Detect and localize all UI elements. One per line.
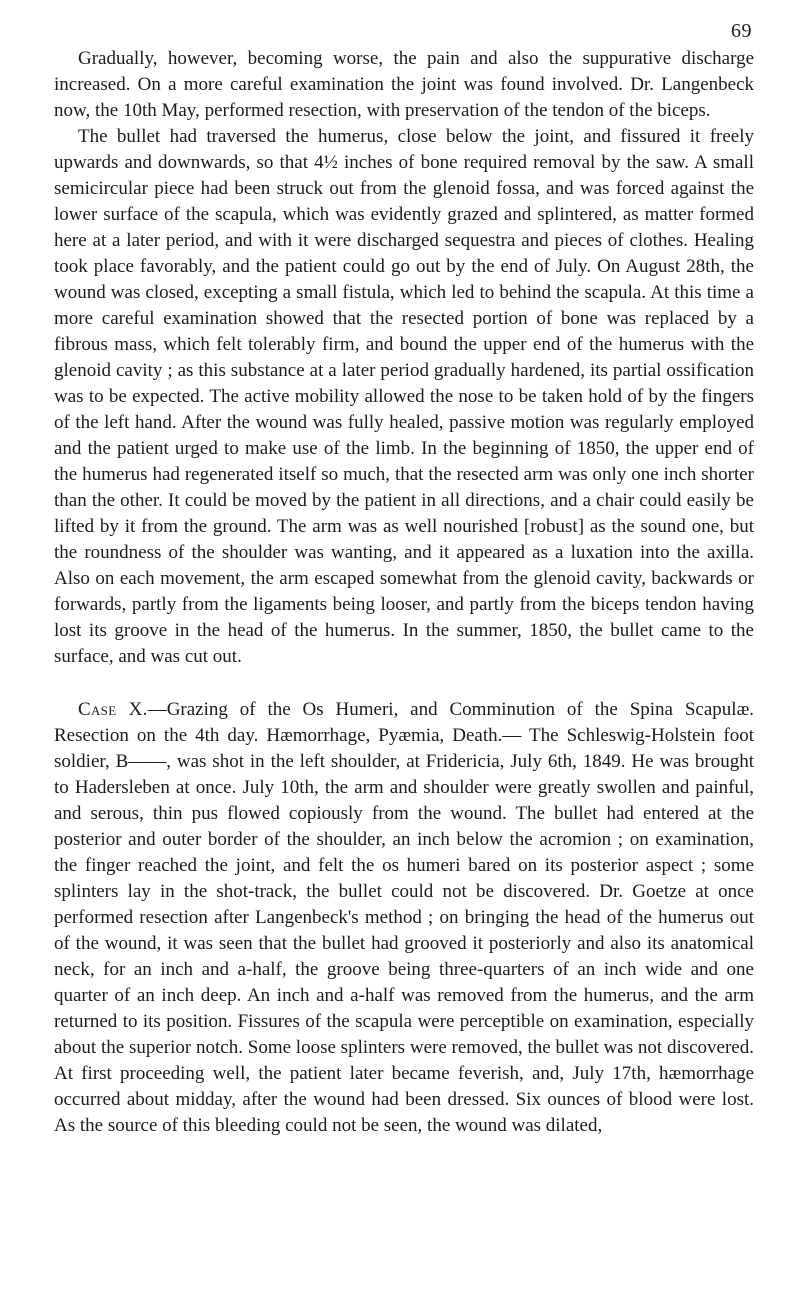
case-x-paragraph [54,697,754,1139]
paragraph-1: Gradually, however, becoming worse, the pain and also the suppurative discharge increased. On a more careful examination the joint was found involved. Dr. Langenbeck now, the 10th May, performed resection, with preservation of the tendon of the biceps. [54,48,754,121]
case-heading: Case X. [78,699,148,720]
page-number: 69 [731,20,752,42]
case-x-text: —Grazing of the Os Humeri, and Comminution of the Spina Scapulæ. Resection on the 4th day. Hæmorrhage, Pyæmia, Death.— The Schleswig-Holstein foot soldier, B——, was shot in the left shoulder, at Fridericia, July 6th, 1849. He was brought to Hadersleben at once. July 10th, the arm and shoulder were greatly swollen and painful, and serous, thin pus flowed copiously from the wound. The bullet had entered at the posterior and outer border of the shoulder, an inch below the acromion ; on examination, the finger reached the joint, and felt the os humeri bared on its posterior aspect ; some splinters lay in the shot-track, the bullet could not be discovered. Dr. Goetze at once performed resection after Langenbeck's method ; on bringing the head of the humerus out of the wound, it was seen that the bullet had grooved it posteriorly and also its anatomical neck, for an inch and a-half, the groove being three-quarters of an inch wide and one quarter of an inch deep. An inch and a-half was removed from the humerus, and the arm returned to its position. Fissures of the scapula were perceptible on examination, especially about the superior notch. Some loose splinters were removed, the bullet was not discovered. At first proceeding well, the patient later became feverish, and, July 17th, hæmorrhage occurred about midday, after the wound had been dressed. Six ounces of blood were lost. As the source of this bleeding could not be seen, the wound was dilated, [54,699,754,1136]
body-text [54,46,754,1139]
paragraph-2: The bullet had traversed the humerus, close below the joint, and fissured it freely upwards and downwards, so that 4½ inches of bone required removal by the saw. A small semicircular piece had been struck out from the glenoid fossa, and was forced against the lower surface of the scapula, which was evidently grazed and splintered, as matter formed here at a later period, and with it were discharged sequestra and pieces of clothes. Healing took place favorably, and the patient could go out by the end of July. On August 28th, the wound was closed, excepting a small fistula, which led to behind the scapula. At this time a more careful examination showed that the resected portion of bone was replaced by a fibrous mass, which felt tolerably firm, and bound the upper end of the humerus with the glenoid cavity ; as this substance at a later period gradually hardened, its partial ossification was to be expected. The active mobility allowed the nose to be taken hold of by the fingers of the left hand. After the wound was fully healed, passive motion was regularly employed and the patient urged to make use of the limb. In the beginning of 1850, the upper end of the humerus had regenerated itself so much, that the resected arm was only one inch shorter than the other. It could be moved by the patient in all directions, and a chair could easily be lifted by it from the ground. The arm was as well nourished [robust] as the sound one, but the roundness of the shoulder was wanting, and it appeared as a luxation into the axilla. Also on each movement, the arm escaped somewhat from the glenoid cavity, backwards or forwards, partly from the ligaments being looser, and partly from the biceps tendon having lost its groove in the head of the humerus. In the summer, 1850, the bullet came to the surface, and was cut out. [54,126,754,667]
